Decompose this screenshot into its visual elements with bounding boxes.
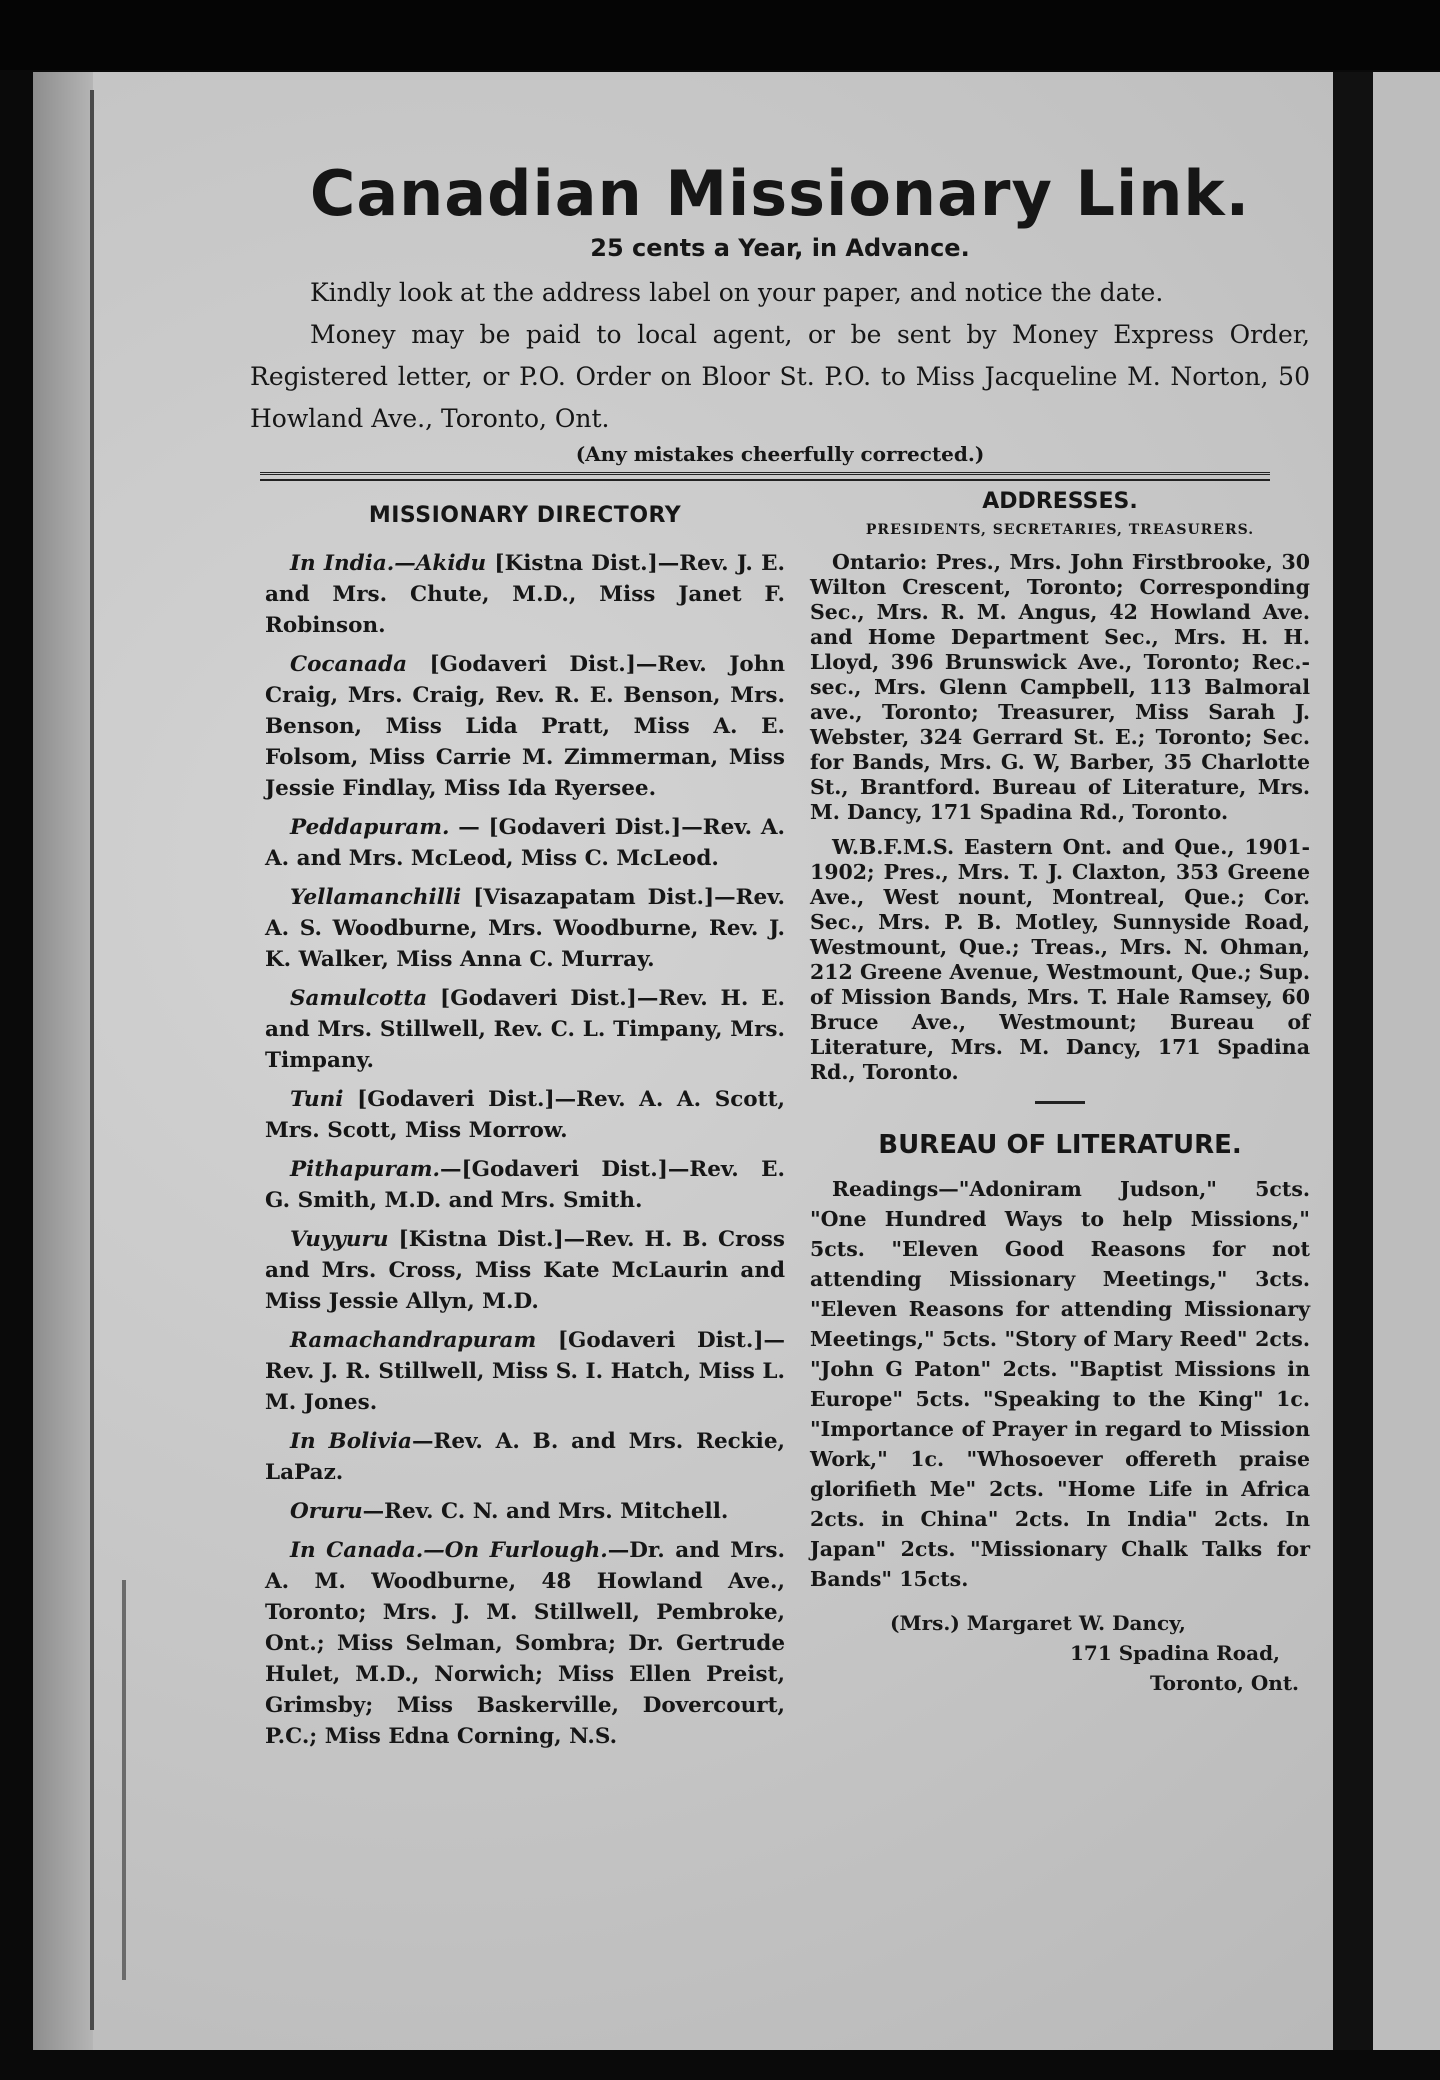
addresses-column — [810, 489, 1310, 1760]
entry-place: In India.—Akidu — [290, 551, 487, 577]
entry-place: In Canada.—On Furlough. — [290, 1538, 608, 1564]
directory-entry — [265, 1154, 785, 1216]
entry-text: [Kistna Dist.]—Rev. H. B. Cross and Mrs. Cross, Miss Kate McLaurin and Miss Jessie Allyn, M.D. — [265, 1227, 785, 1315]
entry-text: [Godaveri Dist.]—Rev. John Craig, Mrs. Craig, Rev. R. E. Benson, Mrs. Benson, Miss Lida Pratt, Miss A. E. Folsom, Miss Carrie M. Zimmerman, Miss Jessie Findlay, Miss Ida Ryersee. — [265, 652, 785, 802]
subscription-price: 25 cents a Year, in Advance. — [590, 234, 970, 263]
scan-right-border — [1333, 72, 1373, 2057]
entry-text: —Dr. and Mrs. A. M. Woodburne, 48 Howland Ave., Toronto; Mrs. J. M. Stillwell, Pembroke, Ont.; Miss Selman, Sombra; Dr. Gertrude Hulet, M.D., Norwich; Miss Ellen Preist, Grimsby; Miss Baskerville, Dovercourt, P.C.; Miss Edna Corning, N.S. — [265, 1538, 785, 1750]
eastern-ontario-quebec-addresses: W.B.F.M.S. Eastern Ont. and Que., 1901-1902; Pres., Mrs. T. J. Claxton, 353 Greene Ave., West nount, Montreal, Que.; Cor. Sec., Mrs. P. B. Motley, Sunnyside Road, Westmount, Que.; Treas., Mrs. N. Ohman, 212 Greene Avenue, Westmount, Que.; Sup. of Mission Bands, Mrs. T. Hale Ramsey, 60 Bruce Ave., Westmount; Bureau of Literature, Mrs. M. Dancy, 171 Spadina Rd., Toronto. — [810, 835, 1310, 1085]
directory-entry — [265, 983, 785, 1076]
signature-street: 171 Spadina Road, — [1070, 1641, 1281, 1666]
addresses-subtitle: PRESIDENTS, SECRETARIES, TREASURERS. — [865, 522, 1255, 539]
entry-text: [Godaveri Dist.]—Rev. J. R. Stillwell, Miss S. I. Hatch, Miss L. M. Jones. — [265, 1328, 785, 1416]
directory-entry — [265, 1224, 785, 1317]
page-fold-line — [90, 90, 94, 2030]
ontario-addresses: Ontario: Pres., Mrs. John Firstbrooke, 30 Wilton Crescent, Toronto; Corresponding Sec., Mrs. R. M. Angus, 42 Howland Ave. and Home Department Sec., Mrs. H. H. Lloyd, 396 Brunswick Ave., Toronto; Rec.-sec., Mrs. Glenn Campbell, 113 Balmoral ave., Toronto; Treasurer, Miss Sarah J. Webster, 324 Gerrard St. E.; Toronto; Sec. for Bands, Mrs. G. W, Barber, 35 Charlotte St., Brantford. Bureau of Literature, Mrs. M. Dancy, 171 Spadina Rd., Toronto. — [810, 550, 1310, 825]
entry-text: — [Godaveri Dist.]—Rev. A. A. and Mrs. McLeod, Miss C. McLeod. — [265, 815, 785, 872]
directory-entry — [265, 1535, 785, 1752]
two-column-body — [250, 489, 1310, 1760]
adjacent-page-edge — [1373, 72, 1440, 2057]
directory-title: MISSIONARY DIRECTORY — [368, 503, 682, 529]
directory-entry — [265, 649, 785, 804]
signature-name: (Mrs.) Margaret W. Dancy, — [890, 1611, 1186, 1636]
header-divider — [260, 472, 1270, 481]
entry-place: Oruru — [290, 1499, 363, 1525]
section-divider — [1035, 1101, 1085, 1104]
entry-place: Tuni — [290, 1087, 344, 1113]
corrections-note: (Any mistakes cheerfully corrected.) — [575, 442, 985, 467]
entry-text: —Rev. C. N. and Mrs. Mitchell. — [362, 1499, 729, 1525]
page-content — [250, 157, 1310, 1760]
directory-entry — [265, 812, 785, 874]
entry-place: Pithapuram. — [290, 1157, 440, 1183]
bureau-signature — [810, 1608, 1310, 1698]
directory-entry — [265, 1426, 785, 1488]
addresses-title: ADDRESSES. — [982, 489, 1138, 515]
entry-text: [Visazapatam Dist.]—Rev. A. S. Woodburne, Mrs. Woodburne, Rev. J. K. Walker, Miss Anna C. Murray. — [265, 885, 785, 973]
directory-entry — [265, 882, 785, 975]
scan-bottom-border — [0, 2050, 1440, 2080]
directory-entry — [265, 1496, 785, 1527]
entry-text: [Godaveri Dist.]—Rev. A. A. Scott, Mrs. Scott, Miss Morrow. — [265, 1087, 785, 1144]
entry-text: [Godaveri Dist.]—Rev. H. E. and Mrs. Stillwell, Rev. C. L. Timpany, Mrs. Timpany. — [265, 986, 785, 1074]
directory-entry — [265, 1084, 785, 1146]
entry-place: In Bolivia — [290, 1429, 412, 1455]
address-label-notice: Kindly look at the address label on your paper, and notice the date. — [310, 278, 1164, 308]
page-fold-line-lower — [122, 1580, 126, 1980]
signature-city: Toronto, Ont. — [1150, 1671, 1300, 1696]
entry-text: —[Godaveri Dist.]—Rev. E. G. Smith, M.D. and Mrs. Smith. — [265, 1157, 785, 1214]
bureau-readings-list: Readings—"Adoniram Judson," 5cts. "One Hundred Ways to help Missions," 5cts. "Eleven Good Reasons for not attending Missionary Meetings," 3cts. "Eleven Reasons for attending Missionary Meetings," 5cts. "Story of Mary Reed" 2cts. "John G Paton" 2cts. "Baptist Missions in Europe" 5cts. "Speaking to the King" 1c. "Importance of Prayer in regard to Mission Work," 1c. "Whosoever offereth praise glorifieth Me" 2cts. "Home Life in Africa 2cts. in China" 2cts. In India" 2cts. In Japan" 2cts. "Missionary Chalk Talks for Bands" 15cts. — [810, 1177, 1310, 1592]
entry-text: [Kistna Dist.]—Rev. J. E. and Mrs. Chute, M.D., Miss Janet F. Robinson. — [265, 551, 785, 639]
bureau-title: BUREAU OF LITERATURE. — [878, 1130, 1242, 1161]
masthead-title: Canadian Missionary Link. — [309, 157, 1251, 230]
scan-top-border — [0, 0, 1440, 70]
entry-text: —Rev. A. B. and Mrs. Reckie, LaPaz. — [265, 1429, 785, 1486]
entry-place: Vuyyuru — [290, 1227, 389, 1253]
directory-entry — [265, 1325, 785, 1418]
entry-place: Ramachandrapuram — [290, 1328, 537, 1354]
directory-entry — [265, 548, 785, 641]
entry-place: Yellamanchilli — [290, 885, 462, 911]
entry-place: Samulcotta — [290, 986, 428, 1012]
payment-notice: Money may be paid to local agent, or be sent by Money Express Order, Registered letter, or P.O. Order on Bloor St. P.O. to Miss Jacqueline M. Norton, 50 Howland Ave., Toronto, Ont. — [250, 320, 1310, 434]
missionary-directory-column — [250, 489, 785, 1760]
page-left-margin — [33, 72, 93, 2057]
entry-place: Peddapuram. — [290, 815, 450, 841]
entry-place: Cocanada — [290, 652, 408, 678]
